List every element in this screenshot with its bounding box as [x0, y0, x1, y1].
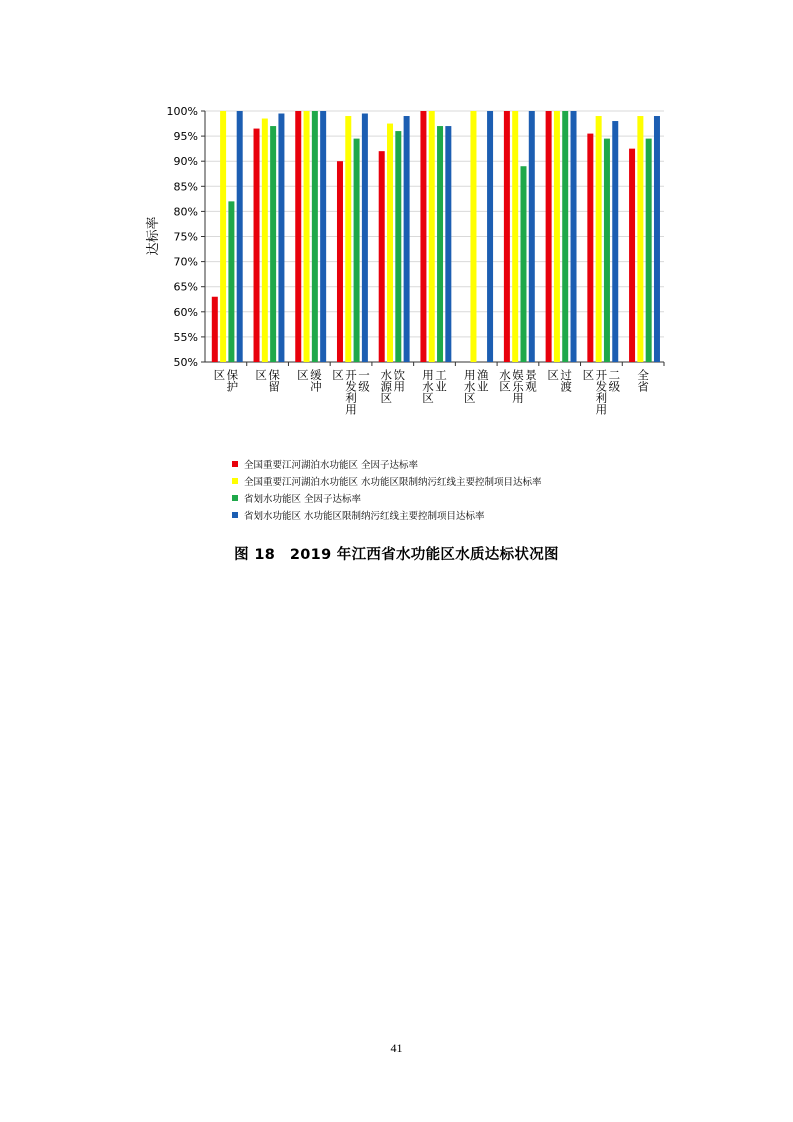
x-tick-label: 区 [331, 369, 346, 381]
x-tick-label: 全省 [636, 369, 651, 392]
legend-item [232, 506, 542, 523]
y-tick-label: 70% [173, 255, 198, 269]
x-tick-label: 区 [254, 369, 269, 381]
bar [362, 114, 368, 362]
bar [320, 111, 326, 362]
x-tick-label: 工业 [434, 369, 448, 392]
page-number: 41 [390, 1041, 403, 1055]
bar [262, 119, 268, 362]
y-tick-label: 85% [173, 180, 198, 194]
x-tick-label: 用水区 [421, 369, 435, 404]
y-tick-label: 90% [173, 155, 198, 169]
bar [270, 126, 276, 362]
legend-swatch-blue [232, 512, 238, 518]
bar [587, 134, 593, 362]
bar [646, 139, 652, 362]
x-tick-label: 二级 [607, 369, 622, 392]
x-tick-label: 缓冲 [308, 369, 323, 392]
bar [529, 111, 535, 362]
bar [345, 116, 351, 362]
legend-label: 省划水功能区 全因子达标率 [244, 493, 362, 505]
bar [562, 111, 568, 362]
bar [596, 116, 602, 362]
x-tick-label: 一级 [357, 369, 372, 392]
bar [379, 151, 385, 362]
bar [637, 116, 643, 362]
bar [546, 111, 552, 362]
bar [212, 297, 218, 362]
bar [520, 166, 526, 362]
x-tick-label: 渔业 [475, 369, 490, 392]
x-tick-label: 区 [212, 369, 227, 381]
x-tick-label: 保留 [267, 369, 282, 392]
y-tick-label: 55% [173, 330, 198, 344]
figure-caption: 图 18 2019 年江西省水功能区水质达标状况图 [234, 547, 559, 563]
x-tick-label: 饮用 [392, 369, 407, 392]
y-tick-label: 75% [173, 230, 198, 244]
x-tick-label: 保护 [225, 369, 240, 392]
x-tick-label: 开发利用 [344, 369, 359, 415]
bar [404, 116, 410, 362]
bar [470, 111, 476, 362]
bar [504, 111, 510, 362]
bar [571, 111, 577, 362]
bar-chart [0, 0, 793, 460]
y-axis-label: 达标率 [146, 216, 161, 256]
legend-item [232, 455, 542, 472]
x-tick-label: 景观 [523, 369, 538, 392]
x-tick-label: 区 [581, 369, 596, 381]
y-tick-label: 95% [173, 130, 198, 144]
y-tick-label: 65% [173, 280, 198, 294]
legend-label: 全国重要江河湖泊水功能区 水功能区限制纳污红线主要控制项目达标率 [244, 476, 542, 488]
bar [312, 111, 318, 362]
bar [237, 111, 243, 362]
x-tick-label: 区 [546, 369, 561, 381]
legend-swatch-red [232, 461, 238, 467]
bar [337, 161, 343, 362]
x-tick-label: 娱乐用 [510, 369, 525, 404]
bar [612, 121, 618, 362]
bar [445, 126, 451, 362]
x-tick-label: 用水区 [462, 369, 477, 404]
bar [487, 111, 493, 362]
bar [554, 111, 560, 362]
bar [228, 201, 234, 362]
x-tick-label: 过渡 [559, 369, 574, 392]
bar [387, 124, 393, 362]
x-tick-labels [212, 368, 650, 415]
legend-swatch-yellow [232, 478, 238, 484]
x-tick-label: 水源区 [379, 369, 394, 404]
bar [654, 116, 660, 362]
y-tick-label: 80% [173, 205, 198, 219]
bar [429, 111, 435, 362]
x-tick-label: 开发利用 [594, 369, 609, 415]
bar [278, 114, 284, 362]
x-tick-label: 区 [295, 369, 310, 381]
bar [604, 139, 610, 362]
y-tick-label: 50% [173, 356, 198, 369]
bar [437, 126, 443, 362]
bar [295, 111, 301, 362]
legend [232, 455, 542, 523]
legend-label: 省划水功能区 水功能区限制纳污红线主要控制项目达标率 [244, 510, 485, 522]
x-tick-label: 水区 [497, 369, 512, 392]
bar [354, 139, 360, 362]
bar [629, 149, 635, 362]
bar [395, 131, 401, 362]
legend-item [232, 489, 542, 506]
legend-item [232, 472, 542, 489]
legend-label: 全国重要江河湖泊水功能区 全因子达标率 [244, 459, 419, 471]
bar [254, 129, 260, 362]
y-tick-labels [167, 105, 198, 369]
y-tick-label: 100% [166, 105, 198, 118]
legend-swatch-green [232, 495, 238, 501]
bar [512, 111, 518, 362]
bar [220, 111, 226, 362]
bar [304, 111, 310, 362]
y-tick-label: 60% [173, 305, 198, 319]
bar [420, 111, 426, 362]
